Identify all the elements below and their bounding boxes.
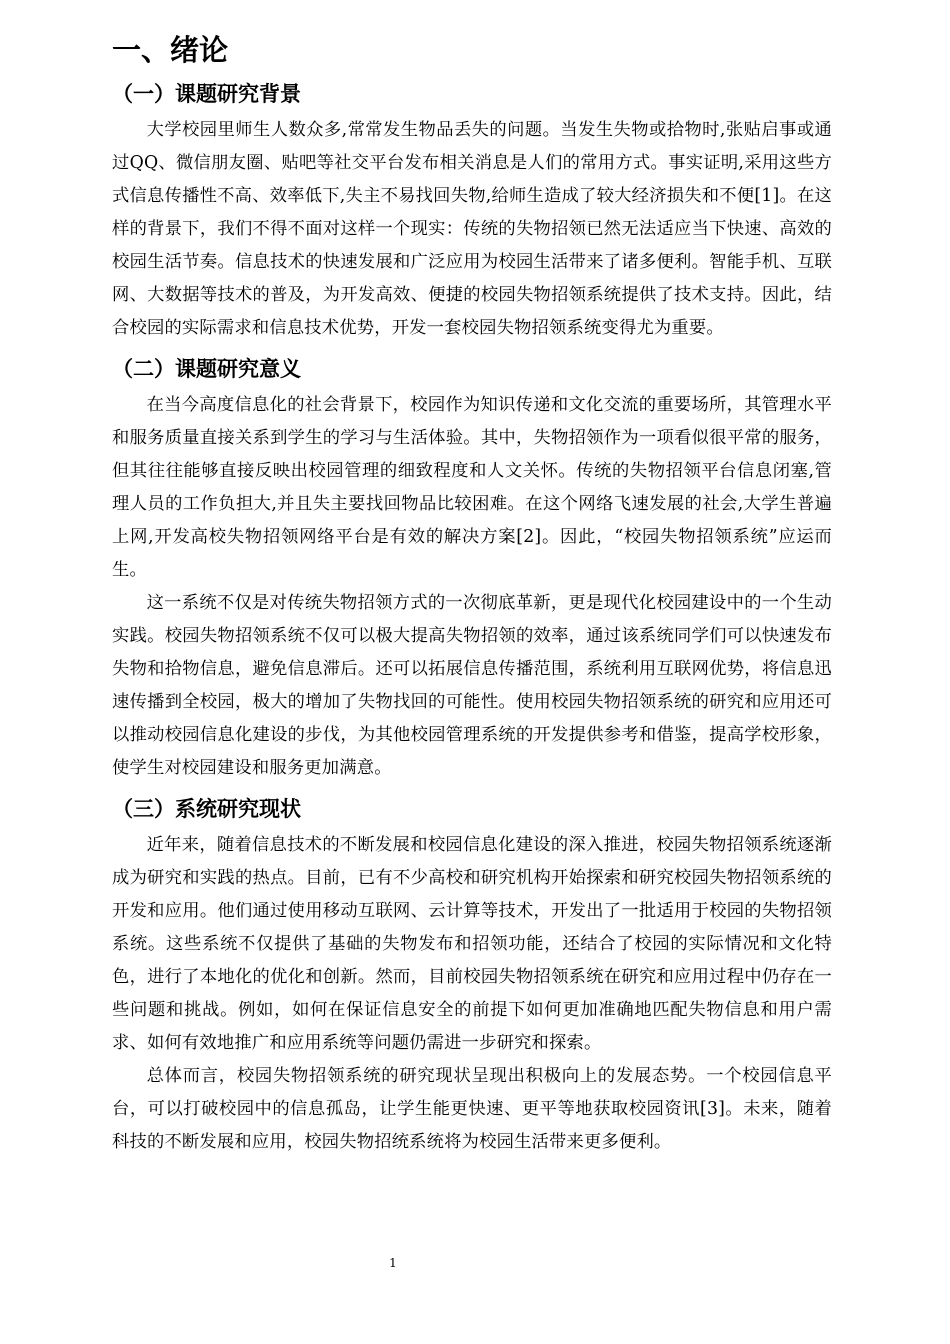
section-status bbox=[112, 791, 832, 1159]
page-number: 1 bbox=[389, 1256, 397, 1270]
paragraph: 近年来，随着信息技术的不断发展和校园信息化建设的深入推进，校园失物招领系统逐渐成为研究和实践的热点。目前，已有不少高校和研究机构开始探索和研究校园失物招领系统的开发和应用。他们通过使用移动互联网、云计算等技术，开发出了一批适用于校园的失物招领系统。这些系统不仅提供了基础的失物发布和招领功能，还结合了校园的实际情况和文化特色，进行了本地化的优化和创新。然而，目前校园失物招领系统在研究和应用过程中仍存在一些问题和挑战。例如，如何在保证信息安全的前提下如何更加准确地匹配失物信息和用户需求、如何有效地推广和应用系统等问题仍需进一步研究和探索。 bbox=[112, 835, 832, 1053]
section-background bbox=[112, 76, 832, 345]
section-title-status: （三）系统研究现状 bbox=[112, 797, 301, 821]
section-significance bbox=[112, 351, 832, 785]
section-title-background: （一）课题研究背景 bbox=[112, 82, 301, 106]
paragraph: 总体而言，校园失物招领系统的研究现状呈现出积极向上的发展态势。一个校园信息平台，可以打破校园中的信息孤岛，让学生能更快速、更平等地获取校园资讯[3]。未来，随着科技的不断发展和应用，校园失物招统系统将为校园生活带来更多便利。 bbox=[112, 1066, 832, 1152]
chapter-title: 一、绪论 bbox=[112, 33, 229, 67]
paragraph: 这一系统不仅是对传统失物招领方式的一次彻底革新，更是现代化校园建设中的一个生动实践。校园失物招领系统不仅可以极大提高失物招领的效率，通过该系统同学们可以快速发布失物和拾物信息，避免信息滞后。还可以拓展信息传播范围，系统利用互联网优势，将信息迅速传播到全校园，极大的增加了失物找回的可能性。使用校园失物招领系统的研究和应用还可以推动校园信息化建设的步伐，为其他校园管理系统的开发提供参考和借鉴，提高学校形象，使学生对校园建设和服务更加满意。 bbox=[112, 593, 832, 778]
section-title-significance: （二）课题研究意义 bbox=[112, 357, 301, 381]
paragraph: 在当今高度信息化的社会背景下，校园作为知识传递和文化交流的重要场所，其管理水平和服务质量直接关系到学生的学习与生活体验。其中，失物招领作为一项看似很平常的服务，但其往往能够直接反映出校园管理的细致程度和人文关怀。传统的失物招领平台信息闭塞,管理人员的工作负担大,并且失主要找回物品比较困难。在这个网络飞速发展的社会,大学生普遍上网,开发高校失物招领网络平台是有效的解决方案[2]。因此，“校园失物招领系统”应运而生。 bbox=[112, 395, 832, 580]
document-page bbox=[112, 30, 832, 1159]
paragraph: 大学校园里师生人数众多,常常发生物品丢失的问题。当发生失物或拾物时,张贴启事或通过QQ、微信朋友圈、贴吧等社交平台发布相关消息是人们的常用方式。事实证明,采用这些方式信息传播性不高、效率低下,失主不易找回失物,给师生造成了较大经济损失和不便[1]。在这样的背景下，我们不得不面对这样一个现实：传统的失物招领已然无法适应当下快速、高效的校园生活节奏。信息技术的快速发展和广泛应用为校园生活带来了诸多便利。智能手机、互联网、大数据等技术的普及，为开发高效、便捷的校园失物招领系统提供了技术支持。因此，结合校园的实际需求和信息技术优势，开发一套校园失物招领系统变得尤为重要。 bbox=[112, 120, 832, 338]
